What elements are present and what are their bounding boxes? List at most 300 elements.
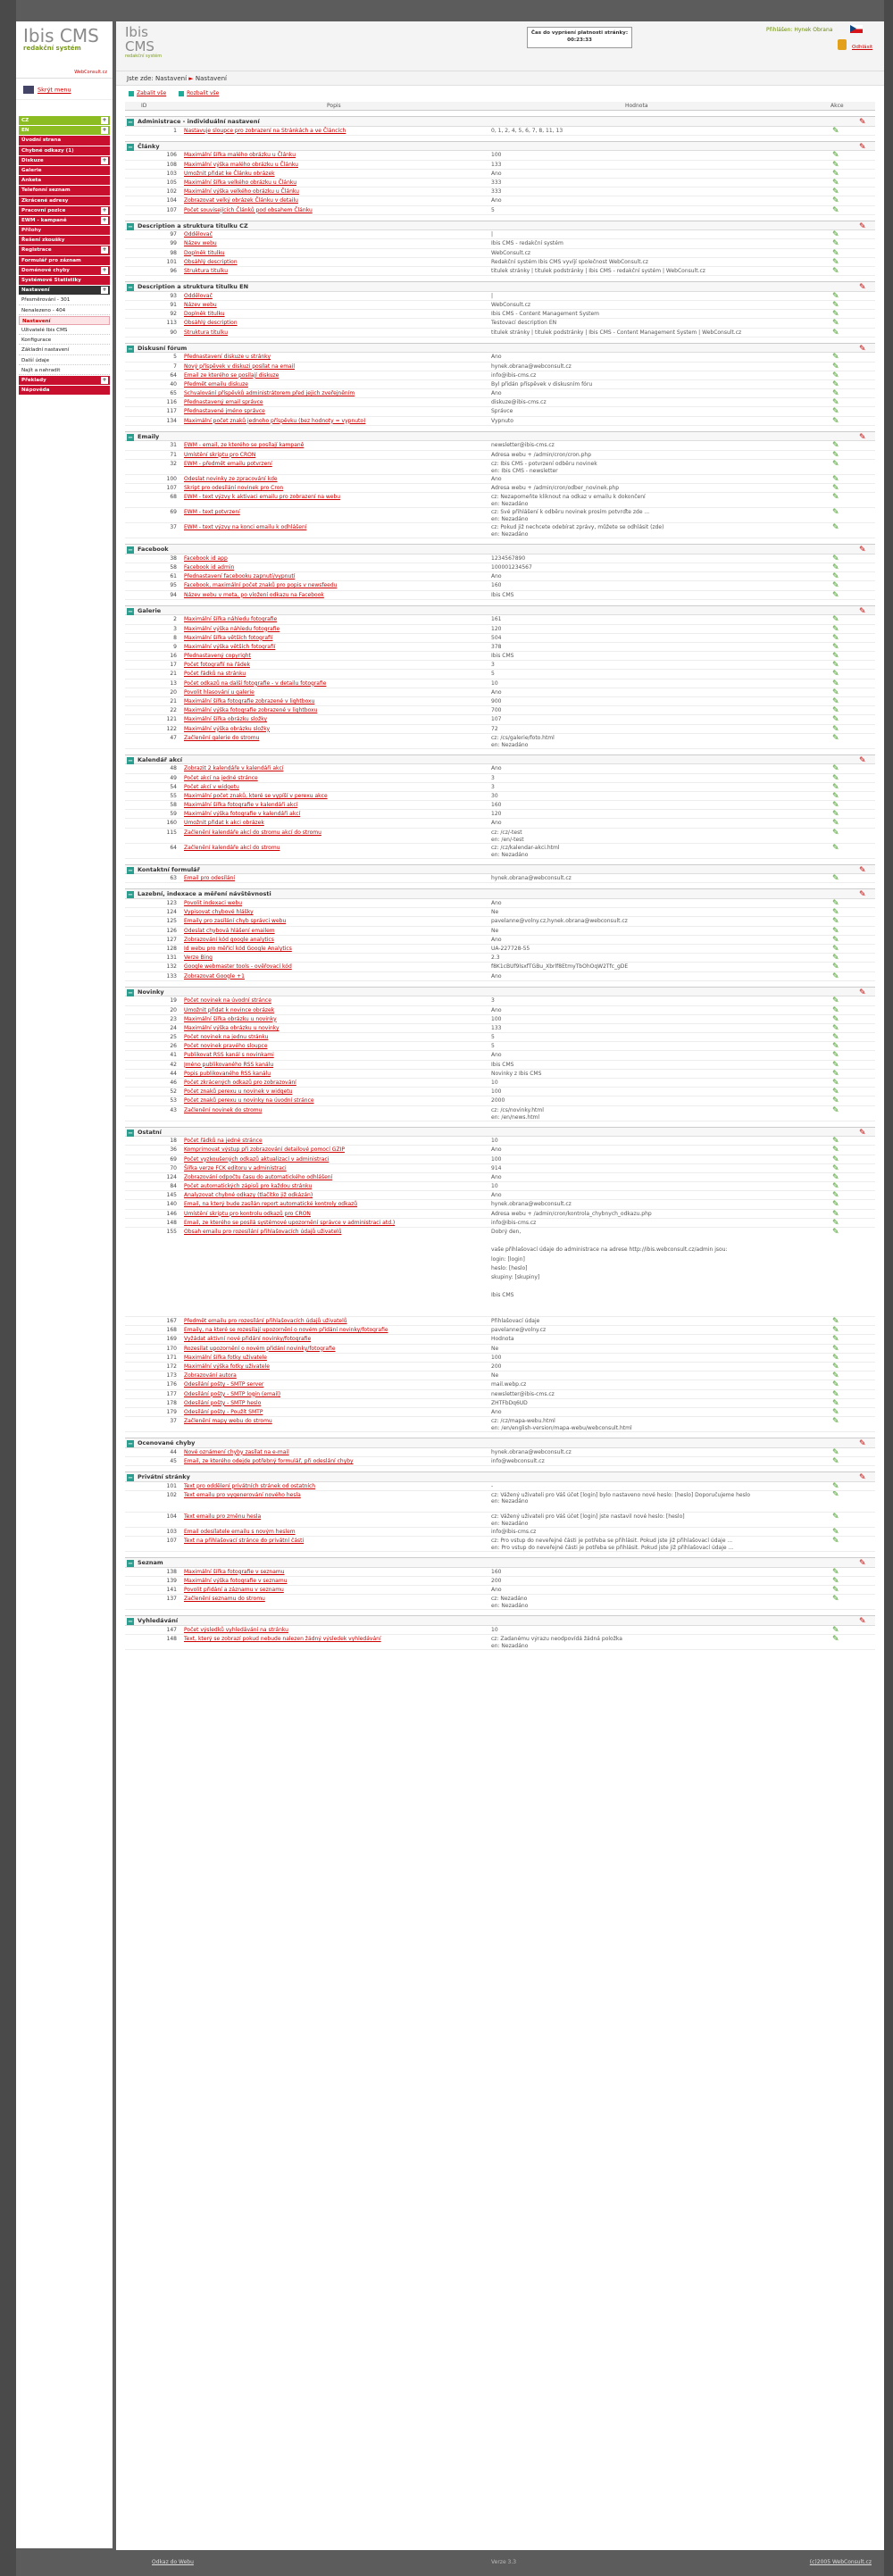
row-name-link[interactable]: Maximální výška fotografie zobrazené v lightboxu: [184, 707, 318, 714]
edit-pencil-icon[interactable]: ✎: [832, 971, 839, 981]
edit-pencil-icon[interactable]: ✎: [832, 371, 839, 380]
row-name-link[interactable]: Maximální šířka fotografie v kalendáři akcí: [184, 802, 298, 809]
edit-pencil-icon[interactable]: ✎: [832, 416, 839, 426]
edit-section-icon[interactable]: ✎: [859, 142, 866, 152]
row-name-link[interactable]: Text, který se zobrazí pokud nebude nalezen žádný výsledek vyhledávání: [184, 1635, 381, 1642]
row-name-link[interactable]: Umístění skriptu pro CRON: [184, 451, 256, 458]
edit-pencil-icon[interactable]: ✎: [832, 1105, 839, 1115]
sidebar-item[interactable]: [19, 226, 110, 235]
section-header[interactable]: [125, 888, 875, 899]
row-name-link[interactable]: Emaily pro zasílání chyb správci webu: [184, 918, 287, 925]
row-name-link[interactable]: Obsáhlý description: [184, 258, 238, 265]
row-name-link[interactable]: Začlenění novinek do stromu: [184, 1106, 263, 1113]
edit-pencil-icon[interactable]: ✎: [832, 1172, 839, 1182]
row-name-link[interactable]: Maximální počet znaků jednoho příspěvku (bez hodnoty = vypnuto): [184, 417, 366, 424]
row-name-link[interactable]: Počet novinek pravého sloupce: [184, 1043, 268, 1050]
edit-pencil-icon[interactable]: ✎: [832, 688, 839, 697]
edit-pencil-icon[interactable]: ✎: [832, 1512, 839, 1521]
row-name-link[interactable]: EWM - text potvrzení: [184, 509, 240, 516]
row-name-link[interactable]: Nastavuje sloupce pro zobrazení na Stránkách a ve Článcích: [184, 127, 346, 134]
sidebar-item[interactable]: [19, 356, 110, 365]
edit-pencil-icon[interactable]: ✎: [832, 1023, 839, 1033]
row-name-link[interactable]: Zobrazování autora: [184, 1372, 237, 1380]
row-name-link[interactable]: Počet znaků perexu u novinky na úvodní stránce: [184, 1097, 314, 1105]
row-name-link[interactable]: Maximální šířka obrázku u novinky: [184, 1015, 277, 1022]
edit-section-icon[interactable]: ✎: [859, 1559, 866, 1569]
row-name-link[interactable]: Počet řádků na stránku: [184, 671, 246, 678]
edit-pencil-icon[interactable]: ✎: [832, 310, 839, 320]
edit-pencil-icon[interactable]: ✎: [832, 1191, 839, 1201]
section-header[interactable]: [125, 431, 875, 442]
sidebar-item[interactable]: [19, 386, 110, 395]
section-header[interactable]: [125, 281, 875, 292]
edit-pencil-icon[interactable]: ✎: [832, 362, 839, 371]
edit-pencil-icon[interactable]: ✎: [832, 484, 839, 493]
edit-pencil-icon[interactable]: ✎: [832, 908, 839, 918]
edit-pencil-icon[interactable]: ✎: [832, 917, 839, 927]
row-name-link[interactable]: Zobrazovat velký obrázek Článku v detailu: [184, 197, 298, 204]
row-name-link[interactable]: Zobrazit 2 kalendáře v kalendáři akcí: [184, 765, 284, 772]
edit-pencil-icon[interactable]: ✎: [832, 291, 839, 301]
sidebar-item[interactable]: [19, 196, 110, 205]
row-name-link[interactable]: Oddělovač: [184, 292, 213, 299]
row-name-link[interactable]: Počet řádků na jedné stránce: [184, 1138, 263, 1145]
row-name-link[interactable]: Název webu: [184, 302, 217, 308]
edit-section-icon[interactable]: ✎: [859, 988, 866, 997]
footer-web-link[interactable]: Odkaz do Webu: [152, 2559, 194, 2565]
row-name-link[interactable]: Počet znaků perexu u novinek v widgetu: [184, 1088, 293, 1096]
row-name-link[interactable]: Název webu v meta, po vložení odkazu na Facebook: [184, 591, 324, 598]
edit-pencil-icon[interactable]: ✎: [832, 1014, 839, 1024]
row-name-link[interactable]: Text emailu pro změnu hesla: [184, 1513, 262, 1520]
edit-pencil-icon[interactable]: ✎: [832, 1537, 839, 1546]
section-header[interactable]: [125, 116, 875, 127]
edit-section-icon[interactable]: ✎: [859, 890, 866, 900]
edit-pencil-icon[interactable]: ✎: [832, 1079, 839, 1088]
section-header[interactable]: [125, 544, 875, 554]
row-name-link[interactable]: Umožnit přidat ke Článku obrázek: [184, 170, 275, 177]
row-name-link[interactable]: Maximální šířka fotografie zobrazené v lightboxu: [184, 698, 315, 704]
edit-pencil-icon[interactable]: ✎: [832, 196, 839, 206]
row-name-link[interactable]: Maximální výška velkého obrázku u Článku: [184, 188, 299, 196]
edit-pencil-icon[interactable]: ✎: [832, 1146, 839, 1155]
row-name-link[interactable]: Maximální šířka fotografie v seznamu: [184, 1568, 285, 1575]
edit-pencil-icon[interactable]: ✎: [832, 1088, 839, 1097]
edit-pencil-icon[interactable]: ✎: [832, 843, 839, 853]
edit-section-icon[interactable]: ✎: [859, 283, 866, 293]
row-name-link[interactable]: Publikovat RSS kanál s novinkami: [184, 1052, 274, 1059]
edit-pencil-icon[interactable]: ✎: [832, 733, 839, 743]
edit-pencil-icon[interactable]: ✎: [832, 493, 839, 503]
edit-pencil-icon[interactable]: ✎: [832, 1634, 839, 1644]
row-name-link[interactable]: Umožnit přidat k akci obrázek: [184, 820, 264, 827]
row-name-link[interactable]: Předmět emailu pro rozesílání přihlašovacích údajů uživatelů: [184, 1318, 347, 1325]
row-name-link[interactable]: EWM - email, ze kterého se posílají kampaně: [184, 442, 305, 449]
row-name-link[interactable]: Maximální výška malého obrázku u Článku: [184, 161, 298, 168]
row-name-link[interactable]: Odeslat chybová hlášení emailem: [184, 927, 275, 934]
row-name-link[interactable]: Počet automatických zápisů pro každou stránku: [184, 1183, 313, 1190]
row-name-link[interactable]: Popis publikovaného RSS kanálu: [184, 1070, 271, 1077]
row-name-link[interactable]: Maximální šířka větších fotografií: [184, 634, 273, 641]
row-name-link[interactable]: Nový příspěvek v diskuzi posílat na email: [184, 363, 296, 370]
row-name-link[interactable]: Text emailu pro vygenerování nového hesla: [184, 1491, 301, 1498]
row-name-link[interactable]: Začlenění seznamu do stromu: [184, 1596, 265, 1603]
row-name-link[interactable]: Začlenění kalendáře akcí do stromu akcí do stromu: [184, 829, 321, 836]
row-name-link[interactable]: Jméno publikovaného RSS kanálu: [184, 1061, 274, 1068]
edit-pencil-icon[interactable]: ✎: [832, 441, 839, 451]
edit-pencil-icon[interactable]: ✎: [832, 1200, 839, 1210]
edit-section-icon[interactable]: ✎: [859, 221, 866, 231]
edit-pencil-icon[interactable]: ✎: [832, 810, 839, 820]
edit-pencil-icon[interactable]: ✎: [832, 450, 839, 460]
sidebar-item[interactable]: [19, 286, 110, 295]
row-name-link[interactable]: Povolit hlasování u galerie: [184, 688, 255, 696]
edit-pencil-icon[interactable]: ✎: [832, 267, 839, 277]
edit-pencil-icon[interactable]: ✎: [832, 1371, 839, 1381]
row-name-link[interactable]: Struktura titulku: [184, 268, 229, 275]
edit-pencil-icon[interactable]: ✎: [832, 899, 839, 909]
row-name-link[interactable]: Zobrazovat Google +1: [184, 972, 245, 980]
edit-pencil-icon[interactable]: ✎: [832, 301, 839, 310]
row-name-link[interactable]: Maximální výška obrázku u novinky: [184, 1024, 280, 1031]
edit-pencil-icon[interactable]: ✎: [832, 160, 839, 170]
row-name-link[interactable]: Počet odkazů na další fotografie - v detailu fotografie: [184, 679, 327, 687]
edit-pencil-icon[interactable]: ✎: [832, 230, 839, 240]
edit-section-icon[interactable]: ✎: [859, 546, 866, 555]
sidebar-item[interactable]: [19, 126, 110, 135]
sidebar-item[interactable]: [19, 206, 110, 215]
edit-pencil-icon[interactable]: ✎: [832, 1218, 839, 1228]
edit-pencil-icon[interactable]: ✎: [832, 1586, 839, 1595]
edit-section-icon[interactable]: ✎: [859, 118, 866, 127]
edit-pencil-icon[interactable]: ✎: [832, 1326, 839, 1336]
edit-section-icon[interactable]: ✎: [859, 755, 866, 765]
edit-section-icon[interactable]: ✎: [859, 344, 866, 354]
edit-pencil-icon[interactable]: ✎: [832, 874, 839, 884]
sidebar-item[interactable]: [19, 146, 110, 155]
section-header[interactable]: [125, 1615, 875, 1626]
row-name-link[interactable]: Počet souvisejících Článků pod obsahem Článku: [184, 206, 313, 213]
edit-section-icon[interactable]: ✎: [859, 432, 866, 442]
edit-pencil-icon[interactable]: ✎: [832, 1228, 839, 1238]
footer-copyright[interactable]: (c)2005 WebConsult.cz: [809, 2559, 872, 2565]
row-name-link[interactable]: Email pro odesílání: [184, 875, 236, 882]
edit-pencil-icon[interactable]: ✎: [832, 1033, 839, 1043]
row-name-link[interactable]: Email odesílatele emailu s novým heslem: [184, 1528, 296, 1535]
row-name-link[interactable]: Počet zkrácených odkazů pro zobrazování: [184, 1080, 296, 1086]
edit-pencil-icon[interactable]: ✎: [832, 1182, 839, 1192]
row-name-link[interactable]: Rozesílat upozornění o novém přidání novinky/fotografie: [184, 1345, 336, 1352]
edit-pencil-icon[interactable]: ✎: [832, 1447, 839, 1457]
section-header[interactable]: [125, 343, 875, 354]
edit-pencil-icon[interactable]: ✎: [832, 1389, 839, 1399]
section-header[interactable]: [125, 1557, 875, 1568]
edit-pencil-icon[interactable]: ✎: [832, 706, 839, 716]
edit-pencil-icon[interactable]: ✎: [832, 459, 839, 469]
row-name-link[interactable]: Oddělovač: [184, 231, 213, 238]
sidebar-item[interactable]: [19, 136, 110, 145]
edit-pencil-icon[interactable]: ✎: [832, 764, 839, 774]
edit-pencil-icon[interactable]: ✎: [832, 1380, 839, 1390]
edit-pencil-icon[interactable]: ✎: [832, 670, 839, 679]
expand-icon[interactable]: +: [102, 206, 107, 213]
expand-icon[interactable]: +: [102, 376, 107, 383]
sidebar-item[interactable]: [19, 186, 110, 195]
edit-pencil-icon[interactable]: ✎: [832, 791, 839, 801]
row-name-link[interactable]: Doplněk titulku: [184, 311, 225, 318]
edit-pencil-icon[interactable]: ✎: [832, 1417, 839, 1427]
row-name-link[interactable]: Maximální výška fotografie v kalendáři akcí: [184, 811, 301, 818]
row-name-link[interactable]: Umožnit přidat k novince obrázek: [184, 1006, 275, 1013]
row-name-link[interactable]: Šířka verze FCK editoru v administraci: [184, 1164, 287, 1171]
section-header[interactable]: [125, 754, 875, 765]
edit-pencil-icon[interactable]: ✎: [832, 954, 839, 963]
edit-pencil-icon[interactable]: ✎: [832, 1527, 839, 1537]
header-logo[interactable]: [125, 25, 173, 64]
row-name-link[interactable]: Přednastavení facebooku zapnutí/vypnutí: [184, 573, 296, 580]
row-name-link[interactable]: Název webu: [184, 240, 217, 247]
row-name-link[interactable]: Facebook id app: [184, 554, 228, 562]
row-name-link[interactable]: EWM - předmět emailu potvrzení: [184, 460, 272, 467]
row-name-link[interactable]: Id webu pro měřicí kód Google Analytics: [184, 945, 292, 952]
edit-section-icon[interactable]: ✎: [859, 1128, 866, 1138]
row-name-link[interactable]: Přednastavený copyright: [184, 653, 251, 660]
edit-section-icon[interactable]: ✎: [859, 865, 866, 875]
row-name-link[interactable]: Přednastavení diskuze u stránky: [184, 354, 271, 361]
collapse-all-link[interactable]: Rozbalit vše: [179, 90, 219, 96]
edit-pencil-icon[interactable]: ✎: [832, 1481, 839, 1491]
czech-flag-icon[interactable]: [850, 25, 863, 33]
edit-pencil-icon[interactable]: ✎: [832, 1490, 839, 1499]
edit-pencil-icon[interactable]: ✎: [832, 715, 839, 725]
edit-pencil-icon[interactable]: ✎: [832, 1362, 839, 1371]
sidebar-item[interactable]: [19, 326, 110, 335]
row-name-link[interactable]: Zobrazování kód google analytics: [184, 936, 274, 943]
edit-pencil-icon[interactable]: ✎: [832, 1576, 839, 1586]
edit-pencil-icon[interactable]: ✎: [832, 926, 839, 936]
logout-icon[interactable]: [838, 39, 847, 50]
sidebar-item[interactable]: [19, 156, 110, 165]
edit-pencil-icon[interactable]: ✎: [832, 773, 839, 783]
edit-pencil-icon[interactable]: ✎: [832, 239, 839, 249]
edit-pencil-icon[interactable]: ✎: [832, 1155, 839, 1164]
edit-section-icon[interactable]: ✎: [859, 606, 866, 616]
row-name-link[interactable]: Odeslat novinky ze zpracování kde: [184, 475, 278, 482]
row-name-link[interactable]: Přednastavený email správce: [184, 399, 263, 406]
sidebar-item[interactable]: [19, 256, 110, 265]
edit-pencil-icon[interactable]: ✎: [832, 572, 839, 582]
row-name-link[interactable]: Umístění skriptu pro kontrolu odkazů pro CRON: [184, 1210, 311, 1217]
row-name-link[interactable]: Text na přihlašovací stránce do privátní části: [184, 1538, 305, 1545]
edit-pencil-icon[interactable]: ✎: [832, 1163, 839, 1173]
cms-logo[interactable]: [16, 21, 113, 79]
row-name-link[interactable]: Zobrazování odpočtu času do automatického odhlášení: [184, 1173, 333, 1180]
section-header[interactable]: [125, 864, 875, 875]
hide-menu-link[interactable]: [16, 79, 113, 100]
row-name-link[interactable]: Počet novinek na úvodní stránce: [184, 997, 271, 1005]
expand-icon[interactable]: +: [102, 127, 107, 134]
section-header[interactable]: [125, 1438, 875, 1448]
edit-pencil-icon[interactable]: ✎: [832, 169, 839, 179]
edit-pencil-icon[interactable]: ✎: [832, 661, 839, 671]
row-name-link[interactable]: Maximální výška fotografie v seznamu: [184, 1577, 288, 1584]
edit-pencil-icon[interactable]: ✎: [832, 697, 839, 706]
edit-pencil-icon[interactable]: ✎: [832, 935, 839, 945]
row-name-link[interactable]: EWM - text výzvy na konci emailu k odhlášení: [184, 524, 307, 531]
row-name-link[interactable]: Maximální šířka malého obrázku u Článku: [184, 152, 296, 159]
edit-pencil-icon[interactable]: ✎: [832, 474, 839, 484]
edit-pencil-icon[interactable]: ✎: [832, 801, 839, 811]
row-name-link[interactable]: EWM - text výzvy k aktivaci emailu pro zobrazení na webu: [184, 494, 341, 501]
row-name-link[interactable]: Verze Bing: [184, 955, 213, 962]
expand-icon[interactable]: +: [102, 156, 107, 163]
row-name-link[interactable]: Přednastavené jméno správce: [184, 408, 265, 415]
edit-pencil-icon[interactable]: ✎: [832, 1456, 839, 1466]
edit-pencil-icon[interactable]: ✎: [832, 652, 839, 662]
edit-pencil-icon[interactable]: ✎: [832, 126, 839, 136]
section-header[interactable]: [125, 141, 875, 152]
edit-pencil-icon[interactable]: ✎: [832, 819, 839, 829]
sidebar-item[interactable]: [19, 336, 110, 345]
row-name-link[interactable]: Emaily, na které se rozesílají upozornění o novém přidání novinky/fotografie: [184, 1327, 388, 1334]
edit-pencil-icon[interactable]: ✎: [832, 1407, 839, 1417]
sidebar-item[interactable]: [19, 346, 110, 354]
sidebar-item[interactable]: [19, 116, 110, 125]
row-name-link[interactable]: Doplněk titulku: [184, 249, 225, 256]
edit-pencil-icon[interactable]: ✎: [832, 563, 839, 572]
edit-pencil-icon[interactable]: ✎: [832, 188, 839, 197]
row-name-link[interactable]: Odesílání pošty - SMTP heslo: [184, 1399, 262, 1406]
row-name-link[interactable]: Povolit indexaci webu: [184, 900, 243, 907]
row-name-link[interactable]: Začlenění mapy webu do stromu: [184, 1418, 272, 1425]
edit-pencil-icon[interactable]: ✎: [832, 398, 839, 408]
edit-pencil-icon[interactable]: ✎: [832, 1353, 839, 1363]
row-name-link[interactable]: Google webmaster tools - ověřovací kód: [184, 963, 292, 971]
logout-link[interactable]: Odhlásit: [852, 45, 873, 50]
edit-pencil-icon[interactable]: ✎: [832, 379, 839, 389]
edit-pencil-icon[interactable]: ✎: [832, 1567, 839, 1577]
edit-pencil-icon[interactable]: ✎: [832, 353, 839, 363]
row-name-link[interactable]: Vypisovat chybové hlášky: [184, 909, 254, 916]
edit-pencil-icon[interactable]: ✎: [832, 248, 839, 258]
row-name-link[interactable]: Maximální výška obrázku složky: [184, 725, 271, 732]
sidebar-item[interactable]: [19, 276, 110, 285]
row-name-link[interactable]: Začlenění kalendáře akcí do stromu: [184, 844, 280, 851]
section-header[interactable]: [125, 221, 875, 231]
row-name-link[interactable]: Odesílání pošty - Použít SMTP: [184, 1408, 263, 1415]
edit-pencil-icon[interactable]: ✎: [832, 963, 839, 972]
edit-pencil-icon[interactable]: ✎: [832, 590, 839, 600]
edit-pencil-icon[interactable]: ✎: [832, 1051, 839, 1061]
row-name-link[interactable]: Počet vyzkoušených odkazů aktualizací v administraci: [184, 1155, 330, 1163]
row-name-link[interactable]: Předmět emailu diskuze: [184, 380, 248, 388]
edit-pencil-icon[interactable]: ✎: [832, 615, 839, 625]
edit-pencil-icon[interactable]: ✎: [832, 1398, 839, 1408]
edit-pencil-icon[interactable]: ✎: [832, 633, 839, 643]
row-name-link[interactable]: Email, ze kterého odejde potřebný formulář, při odeslání chyby: [184, 1457, 354, 1464]
edit-pencil-icon[interactable]: ✎: [832, 257, 839, 267]
breadcrumb-item[interactable]: Nastavení: [155, 75, 188, 82]
edit-pencil-icon[interactable]: ✎: [832, 996, 839, 1006]
edit-pencil-icon[interactable]: ✎: [832, 389, 839, 399]
edit-pencil-icon[interactable]: ✎: [832, 642, 839, 652]
row-name-link[interactable]: Maximální šířka velkého obrázku u Článku: [184, 179, 297, 186]
expand-all-link[interactable]: Zabalit vše: [129, 90, 166, 96]
row-name-link[interactable]: Email, ze kterého se posílá systémové upozornění správce v administraci atd.): [184, 1219, 396, 1226]
section-header[interactable]: [125, 1471, 875, 1482]
edit-pencil-icon[interactable]: ✎: [832, 1317, 839, 1327]
edit-section-icon[interactable]: ✎: [859, 1617, 866, 1627]
edit-pencil-icon[interactable]: ✎: [832, 508, 839, 518]
edit-pencil-icon[interactable]: ✎: [832, 944, 839, 954]
expand-icon[interactable]: +: [102, 266, 107, 273]
row-name-link[interactable]: Struktura titulku: [184, 329, 229, 336]
row-name-link[interactable]: Maximální šířka obrázku složky: [184, 716, 268, 723]
row-name-link[interactable]: Nové oznámení chyby zasílat na e-mail: [184, 1448, 289, 1455]
edit-pencil-icon[interactable]: ✎: [832, 554, 839, 563]
edit-pencil-icon[interactable]: ✎: [832, 178, 839, 188]
edit-pencil-icon[interactable]: ✎: [832, 624, 839, 634]
edit-pencil-icon[interactable]: ✎: [832, 1209, 839, 1219]
row-name-link[interactable]: Povolit přidání a záznamu v seznamu: [184, 1587, 284, 1593]
row-name-link[interactable]: Maximální šířka náhledu fotografie: [184, 616, 278, 623]
edit-section-icon[interactable]: ✎: [859, 1439, 866, 1449]
sidebar-item[interactable]: [19, 236, 110, 245]
edit-pencil-icon[interactable]: ✎: [832, 151, 839, 161]
row-name-link[interactable]: Odesílání pošty - SMTP login (email): [184, 1390, 281, 1397]
row-name-link[interactable]: Obsah emailu pro rozesílání přihlašovacích údajů uživatelů: [184, 1229, 342, 1236]
edit-pencil-icon[interactable]: ✎: [832, 581, 839, 591]
row-name-link[interactable]: Odesílání pošty - SMTP server: [184, 1381, 264, 1388]
edit-pencil-icon[interactable]: ✎: [832, 828, 839, 838]
row-name-link[interactable]: Obsáhlý description: [184, 320, 238, 327]
edit-pencil-icon[interactable]: ✎: [832, 328, 839, 338]
row-name-link[interactable]: Počet fotografií na řádek: [184, 662, 250, 669]
expand-icon[interactable]: +: [102, 246, 107, 254]
edit-pencil-icon[interactable]: ✎: [832, 782, 839, 792]
sidebar-item[interactable]: [19, 376, 110, 385]
sidebar-item[interactable]: [19, 166, 110, 175]
row-name-link[interactable]: Vyžádat aktivní nové přidání novinky/fotografie: [184, 1336, 312, 1343]
edit-pencil-icon[interactable]: ✎: [832, 407, 839, 417]
sidebar-item[interactable]: [19, 366, 110, 375]
row-name-link[interactable]: Email, na který bude zasílán report automatické kontroly odkazů: [184, 1201, 358, 1208]
edit-pencil-icon[interactable]: ✎: [832, 1042, 839, 1052]
row-name-link[interactable]: Skript pro odesílání novinek pro Cron: [184, 485, 284, 491]
sidebar-item[interactable]: [19, 306, 110, 315]
row-name-link[interactable]: Maximální výška náhledu fotografie: [184, 625, 280, 632]
expand-icon[interactable]: +: [102, 287, 107, 294]
sidebar-item[interactable]: [19, 316, 110, 325]
sidebar-item[interactable]: [19, 266, 110, 275]
expand-icon[interactable]: +: [102, 117, 107, 123]
row-name-link[interactable]: Maximální výška fotky uživatele: [184, 1363, 270, 1370]
row-name-link[interactable]: Facebook, maximální počet znaků pro popis v newsfeedu: [184, 582, 338, 589]
edit-pencil-icon[interactable]: ✎: [832, 679, 839, 688]
expand-icon[interactable]: +: [102, 216, 107, 223]
edit-pencil-icon[interactable]: ✎: [832, 1096, 839, 1106]
row-name-link[interactable]: Počet akcí na jedné stránce: [184, 774, 258, 781]
row-name-link[interactable]: Email ze kterého se posílají diskuze: [184, 371, 280, 379]
row-name-link[interactable]: Počet novinek na jednu stránku: [184, 1034, 269, 1041]
row-name-link[interactable]: Počet výsledků vyhledávání na stránku: [184, 1626, 288, 1633]
sidebar-item[interactable]: [19, 296, 110, 304]
row-name-link[interactable]: Text pro oddělení privátních stránek od ostatních: [184, 1482, 316, 1489]
edit-pencil-icon[interactable]: ✎: [832, 1005, 839, 1015]
edit-pencil-icon[interactable]: ✎: [832, 1625, 839, 1635]
sidebar-item[interactable]: [19, 176, 110, 185]
row-name-link[interactable]: Začlenění galerie do stromu: [184, 734, 260, 741]
